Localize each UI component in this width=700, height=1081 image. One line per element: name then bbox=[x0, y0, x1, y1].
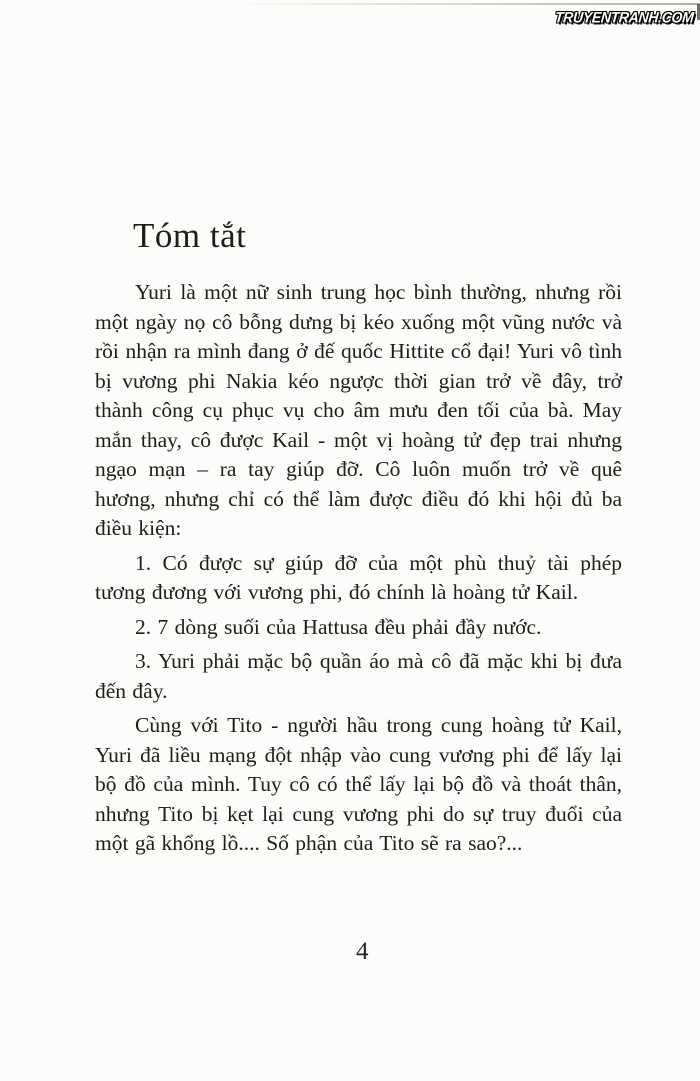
list-item-condition-1: 1. Có được sự giúp đỡ của một phù thuỷ tài phép tương đương với vương phi, đó chính là hoàng tử Kail. bbox=[95, 550, 622, 604]
page-title: Tóm tắt bbox=[133, 216, 247, 255]
list-item-condition-2: 2. 7 dòng suối của Hattusa đều phải đầy nước. bbox=[135, 614, 542, 639]
paragraph-intro: Yuri là một nữ sinh trung học bình thường, nhưng rồi một ngày nọ cô bỗng dưng bị kéo xuống một vũng nước và rồi nhận ra mình đang ở đế quốc Hittite cổ đại! Yuri vô tình bị vương phi Nakia kéo ngược thời gian trở về đây, trở thành công cụ phục vụ cho âm mưu đen tối của bà. May mắn thay, cô được Kail - một vị hoàng tử đẹp trai nhưng ngạo mạn – ra tay giúp đỡ. Cô luôn muốn trở về quê hương, nhưng chỉ có thể làm được điều đó khi hội đủ ba điều kiện: bbox=[95, 280, 622, 540]
page-number: 4 bbox=[356, 938, 369, 965]
text-column bbox=[95, 214, 622, 864]
scan-artifact-top-line bbox=[230, 3, 700, 5]
site-watermark: TRUYENTRANH.COM bbox=[554, 8, 695, 26]
list-item-condition-3: 3. Yuri phải mặc bộ quần áo mà cô đã mặc khi bị đưa đến đây. bbox=[95, 649, 622, 703]
paragraph-closing: Cùng với Tito - người hầu trong cung hoàng tử Kail, Yuri đã liều mạng đột nhập vào cung vương phi để lấy lại bộ đồ của mình. Tuy cô có thể lấy lại bộ đồ và thoát thân, nhưng Tito bị kẹt lại cung vương phi do sự truy đuổi của một gã khổng lồ.... Số phận của Tito sẽ ra sao?... bbox=[95, 713, 622, 855]
